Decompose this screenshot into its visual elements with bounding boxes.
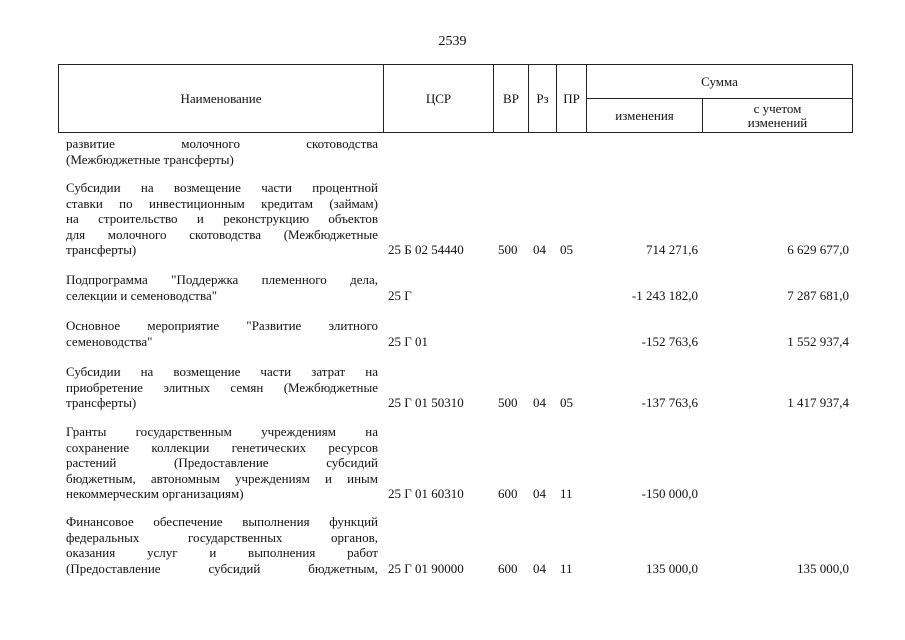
header-with-changes-line2: изменений: [747, 114, 808, 130]
row-total: 1 552 937,4: [787, 333, 849, 349]
row-rz: 04: [533, 560, 546, 576]
page-number: 2539: [438, 34, 467, 49]
row-csr: 25 Г 01 60310: [388, 486, 464, 502]
row-name-line: Основное мероприятие "Развитие элитного: [66, 318, 378, 333]
row-name: [66, 180, 378, 258]
row-changes: -1 243 182,0: [631, 287, 698, 303]
header-pr: ПР: [563, 90, 580, 106]
header-csr: ЦСР: [425, 90, 452, 106]
row-name-line: развитие молочного скотоводства: [66, 136, 378, 151]
row-name-line: семеноводства": [66, 333, 153, 349]
row-csr: 25 Г 01 50310: [388, 395, 464, 411]
row-name: [66, 424, 378, 502]
row-csr: 25 Г 01 90000: [388, 560, 464, 576]
row-pr: 11: [560, 486, 573, 502]
row-changes: 714 271,6: [646, 242, 698, 258]
row-name: [66, 272, 378, 303]
row-name: [66, 514, 378, 576]
row-name-line: (Предоставление субсидий бюджетным,: [66, 560, 378, 576]
header-rz: Рз: [536, 90, 549, 106]
row-name-line: сохранение коллекции генетических ресурсов: [66, 439, 378, 455]
header-vr: ВР: [503, 90, 519, 106]
table-header: [58, 64, 853, 133]
row-name-line: ставки по инвестиционным кредитам (займам): [66, 195, 378, 211]
row-pr: 05: [560, 395, 573, 411]
header-with-changes-line1: с учетом: [753, 100, 802, 116]
row-name: [66, 136, 378, 167]
row-name-line: селекции и семеноводства": [66, 287, 218, 303]
row-name-line: федеральных государственных органов,: [66, 529, 378, 545]
row-rz: 04: [533, 486, 546, 502]
row-name-line: Финансовое обеспечение выполнения функций: [66, 514, 378, 529]
row-name-line: Субсидии на возмещение части процентной: [66, 180, 378, 195]
row-total: 7 287 681,0: [787, 287, 849, 303]
table-row: [0, 514, 905, 576]
row-vr: 500: [498, 242, 518, 258]
row-name-line: (Межбюджетные трансферты): [66, 151, 234, 167]
table-row: [0, 364, 905, 411]
row-name-line: трансферты): [66, 395, 137, 411]
row-csr: 25 Г 01: [388, 333, 429, 349]
row-name-line: бюджетным, автономным учреждениям и иным: [66, 470, 378, 486]
header-name: Наименование: [180, 90, 262, 106]
header-sum: Сумма: [701, 73, 738, 89]
row-csr: 25 Г: [388, 287, 412, 303]
row-changes: -150 000,0: [641, 486, 698, 502]
row-vr: 600: [498, 560, 518, 576]
row-name-line: Субсидии на возмещение части затрат на: [66, 364, 378, 379]
table-row: [0, 318, 905, 349]
header-changes: изменения: [615, 107, 674, 123]
row-name-line: на строительство и реконструкцию объектов: [66, 211, 378, 227]
table-row: [0, 180, 905, 258]
row-rz: 04: [533, 395, 546, 411]
row-name: [66, 318, 378, 349]
row-changes: -137 763,6: [641, 395, 698, 411]
row-vr: 600: [498, 486, 518, 502]
row-total: 6 629 677,0: [787, 242, 849, 258]
row-name-line: растений (Предоставление субсидий: [66, 455, 378, 471]
row-name-line: некоммерческим организациям): [66, 486, 244, 502]
table-row: [0, 424, 905, 502]
table-row: [0, 272, 905, 303]
table-row: [0, 136, 905, 167]
row-name-line: для молочного скотоводства (Межбюджетные: [66, 226, 378, 242]
row-rz: 04: [533, 242, 546, 258]
row-name-line: приобретение элитных семян (Межбюджетные: [66, 379, 378, 395]
header-with-changes: [703, 99, 852, 132]
row-total: 1 417 937,4: [787, 395, 849, 411]
row-changes: -152 763,6: [641, 333, 698, 349]
row-csr: 25 Б 02 54440: [388, 242, 464, 258]
row-pr: 05: [560, 242, 573, 258]
row-name-line: трансферты): [66, 242, 137, 258]
row-name-line: Подпрограмма "Поддержка племенного дела,: [66, 272, 378, 287]
row-vr: 500: [498, 395, 518, 411]
row-changes: 135 000,0: [646, 560, 698, 576]
row-name-line: оказания услуг и выполнения работ: [66, 545, 378, 561]
row-name-line: Гранты государственным учреждениям на: [66, 424, 378, 439]
row-name: [66, 364, 378, 411]
row-total: 135 000,0: [797, 560, 849, 576]
row-pr: 11: [560, 560, 573, 576]
